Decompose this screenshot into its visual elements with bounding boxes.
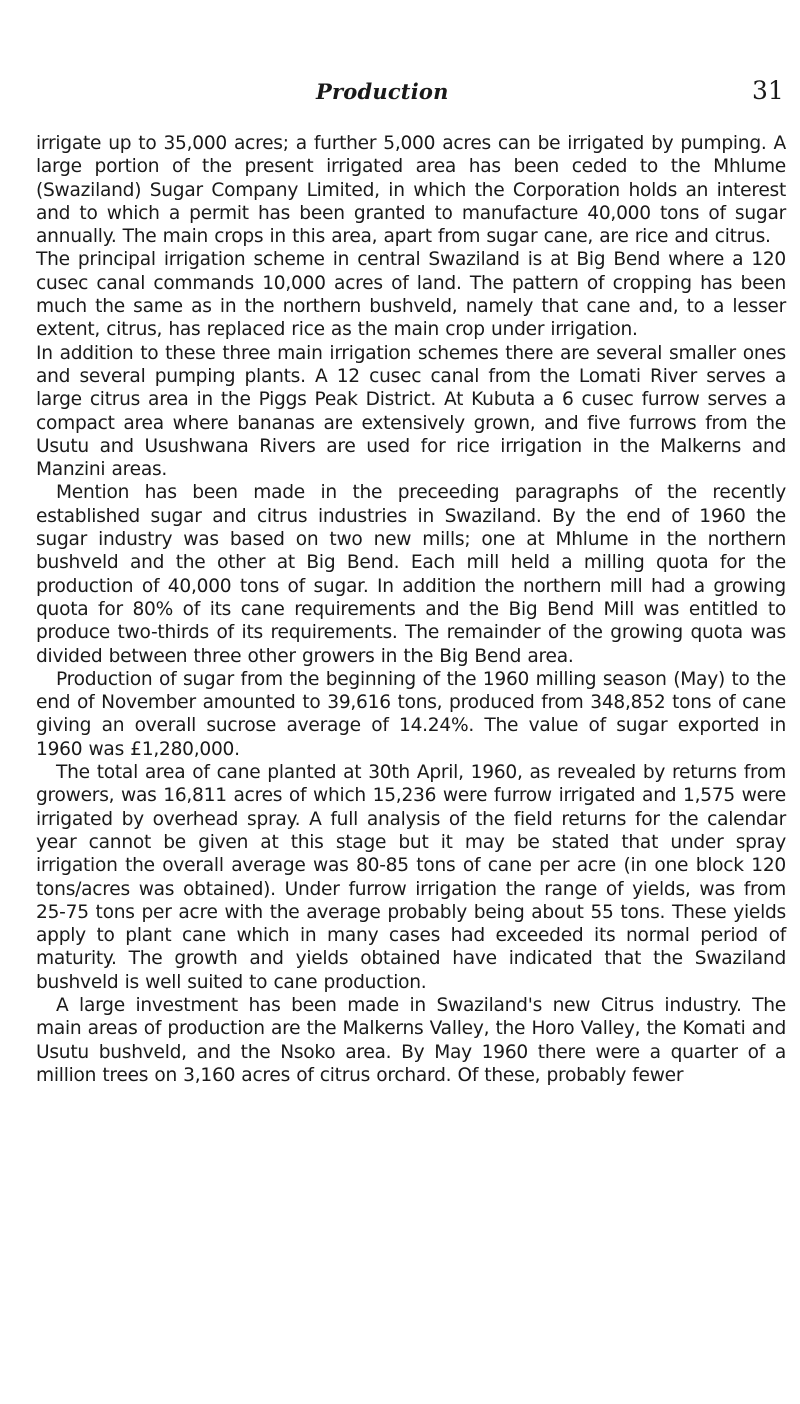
page-number: 31 <box>752 76 784 105</box>
body-text <box>36 132 786 1087</box>
paragraph-big-bend-scheme: The principal irrigation scheme in central Swaziland is at Big Bend where a 120 cusec canal commands 10,000 acres of land. The pattern of cropping has been much the same as in the northern bushveld, namely that cane and, to a lesser extent, citrus, has replaced rice as the main crop under irrigation. <box>36 249 786 341</box>
running-title: Production <box>316 79 449 104</box>
paragraph-sugar-production: Production of sugar from the beginning of the 1960 milling season (May) to the end of November amounted to 39,616 tons, produced from 348,852 tons of cane giving an overall sucrose average of 14.24%. The value of sugar exported in 1960 was £1,280,000. <box>36 668 786 760</box>
running-header <box>0 78 800 110</box>
paragraph-citrus-industry: A large investment has been made in Swaziland's new Citrus industry. The main areas of production are the Malkerns Valley, the Horo Valley, the Komati and Usutu bushveld, and the Nsoko area. By May 1960 there were a quarter of a million trees on 3,160 acres of citrus orchard. Of these, probably fewer <box>36 994 786 1086</box>
paragraph-smaller-schemes: In addition to these three main irrigation schemes there are several smaller ones and several pumping plants. A 12 cusec canal from the Lomati River serves a large citrus area in the Piggs Peak District. At Kubuta a 6 cusec furrow serves a compact area where bananas are extensively grown, and five furrows from the Usutu and Usushwana Rivers are used for rice irrigation in the Malkerns and Manzini areas. <box>36 342 786 481</box>
paragraph-sugar-industry: Mention has been made in the preceeding paragraphs of the recently established sugar and citrus industries in Swaziland. By the end of 1960 the sugar industry was based on two new mills; one at Mhlume in the northern bushveld and the other at Big Bend. Each mill held a milling quota for the production of 40,000 tons of sugar. In addition the northern mill had a growing quota for 80% of its cane requirements and the Big Bend Mill was entitled to produce two-thirds of its requirements. The remainder of the growing quota was divided between three other growers in the Big Bend area. <box>36 482 786 667</box>
paragraph-cane-area: The total area of cane planted at 30th April, 1960, as revealed by returns from growers, was 16,811 acres of which 15,236 were furrow irrigated and 1,575 were irrigated by overhead spray. A full analysis of the field returns for the calendar year cannot be given at this stage but it may be stated that under spray irrigation the overall average was 80-85 tons of cane per acre (in one block 120 tons/acres was obtained). Under furrow irrigation the range of yields, was from 25-75 tons per acre with the average probably being about 55 tons. These yields apply to plant cane which in many cases had exceeded its normal period of maturity. The growth and yields obtained have indicated that the Swaziland bushveld is well suited to cane production. <box>36 762 786 993</box>
paragraph-irrigation-north-continued: irrigate up to 35,000 acres; a further 5,000 acres can be irrigated by pumping. A large portion of the present irrigated area has been ceded to the Mhlume (Swaziland) Sugar Company Limited, in which the Corporation holds an interest and to which a permit has been granted to manufacture 40,000 tons of sugar annually. The main crops in this area, apart from sugar cane, are rice and citrus. <box>36 133 786 248</box>
